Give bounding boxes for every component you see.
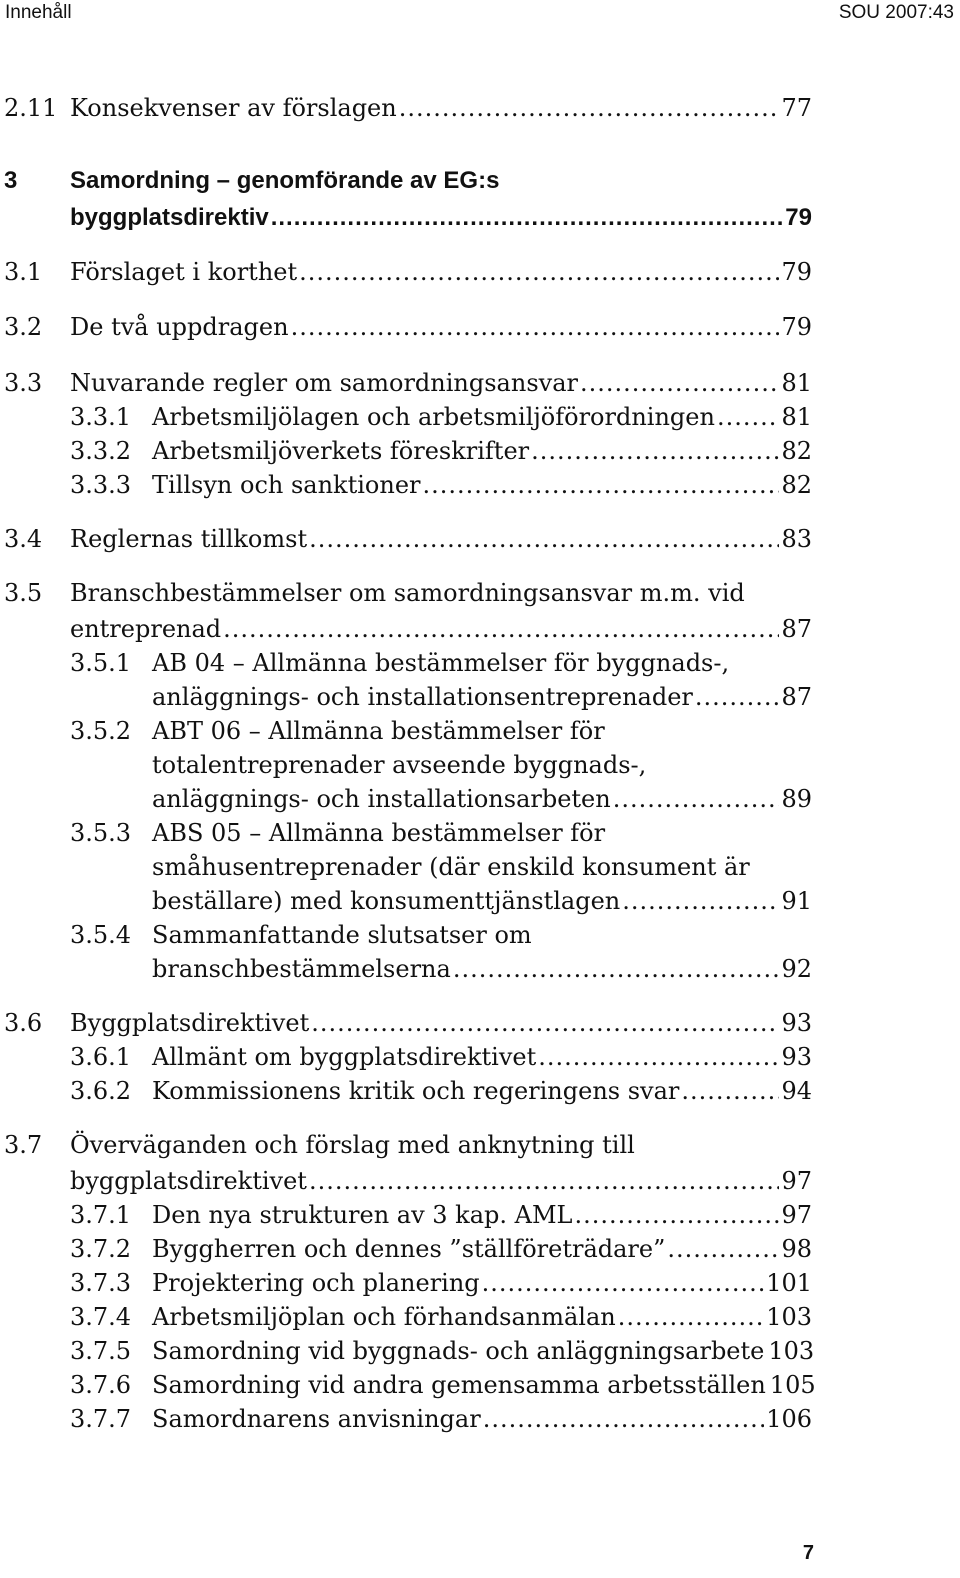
toc-entry-title: Allmänt om byggplatsdirektivet — [152, 1043, 537, 1071]
toc-entry-line — [152, 1266, 812, 1300]
toc-entry-page: 83 — [781, 525, 812, 553]
header-document-id: SOU 2007:43 — [838, 2, 954, 23]
toc-entry-line — [152, 1368, 816, 1402]
toc-entry-line — [70, 1006, 812, 1040]
toc-entry-number: 3.7.6 — [70, 1371, 132, 1399]
dot-leader — [695, 680, 780, 714]
dot-leader — [309, 522, 779, 556]
toc-entry-title-cont: byggplatsdirektivet — [70, 1167, 307, 1195]
toc-entry-title: Reglernas tillkomst — [70, 525, 308, 553]
toc-entry-number: 3.6.1 — [70, 1043, 132, 1071]
toc-entry-line — [152, 1402, 812, 1436]
toc-entry-title: Samordning – genomförande av EG:s — [70, 167, 500, 194]
toc-entry-title: Den nya strukturen av 3 kap. AML — [152, 1201, 573, 1229]
dot-leader — [613, 782, 780, 816]
toc-entry-page: 93 — [781, 1043, 812, 1071]
toc-entry-line — [70, 201, 812, 235]
toc-entry-number: 3.5 — [4, 579, 43, 607]
toc-entry-number: 3.3.2 — [70, 437, 132, 465]
toc-entry-title: Konsekvenser av förslagen — [70, 94, 397, 122]
toc-entry-page: 82 — [781, 437, 812, 465]
toc-entry-number: 3.7.5 — [70, 1337, 132, 1365]
toc-entry-title-cont: totalentreprenader avseende byggnads-, — [152, 751, 647, 779]
toc-entry-page: 103 — [768, 1337, 815, 1365]
toc-entry-title: Branschbestämmelser om samordningsansvar m.m. vid — [70, 579, 745, 607]
toc-entry-title: ABT 06 – Allmänna bestämmelser för — [152, 717, 605, 745]
toc-entry-line — [152, 434, 812, 468]
toc-entry-line — [70, 522, 812, 556]
toc-entry-line — [70, 164, 812, 198]
toc-entry-number: 3.1 — [4, 258, 43, 286]
toc-entry-title-cont: entreprenad — [70, 615, 222, 643]
toc-entry-title: ABS 05 – Allmänna bestämmelser för — [152, 819, 606, 847]
toc-entry-line — [70, 255, 812, 289]
dot-leader — [717, 400, 779, 434]
toc-entry-page: 91 — [781, 887, 812, 915]
toc-entry-number: 3.7.4 — [70, 1303, 132, 1331]
toc-entry-number: 3.4 — [4, 525, 43, 553]
toc-entry-number: 3.7 — [4, 1131, 43, 1159]
toc-entry-title-cont: anläggnings- och installationsarbeten — [152, 785, 611, 813]
dot-leader — [291, 310, 780, 344]
toc-entry-number: 3.5.1 — [70, 649, 132, 677]
dot-leader — [453, 952, 780, 986]
toc-entry-number: 3.3 — [4, 369, 43, 397]
toc-entry-line — [152, 680, 812, 714]
toc-entry-number: 3.7.2 — [70, 1235, 132, 1263]
toc-entry-line — [70, 366, 812, 400]
toc-entry-line — [152, 1232, 812, 1266]
toc-entry-page: 77 — [781, 94, 812, 122]
toc-entry-title: Samordning vid byggnads- och anläggningsarbete — [152, 1337, 765, 1365]
toc-entry-page: 81 — [781, 369, 812, 397]
toc-entry-line — [152, 850, 812, 884]
toc-entry-line — [70, 1128, 812, 1162]
toc-entry-title: Arbetsmiljöverkets föreskrifter — [152, 437, 530, 465]
toc-entry-line — [70, 612, 812, 646]
toc-entry-page: 97 — [781, 1167, 812, 1195]
dot-leader — [399, 91, 780, 125]
dot-leader — [580, 366, 779, 400]
toc-entry-page: 101 — [766, 1269, 812, 1297]
toc-entry-line — [152, 782, 812, 816]
toc-entry-title: Tillsyn och sanktioner — [152, 471, 421, 499]
toc-entry-page: 93 — [781, 1009, 812, 1037]
toc-entry-title: Arbetsmiljöplan och förhandsanmälan — [152, 1303, 616, 1331]
dot-leader — [538, 1040, 779, 1074]
toc-entry-number: 3.5.3 — [70, 819, 132, 847]
dot-leader — [423, 468, 780, 502]
toc-entry-title: AB 04 – Allmänna bestämmelser för byggnads-, — [152, 649, 730, 677]
dot-leader — [223, 612, 779, 646]
dot-leader — [483, 1402, 765, 1436]
toc-entry-page: 81 — [781, 403, 812, 431]
toc-entry-page: 87 — [781, 683, 812, 711]
dot-leader — [271, 201, 784, 235]
toc-entry-line — [152, 748, 812, 782]
dot-leader — [299, 255, 779, 289]
toc-entry-line — [70, 310, 812, 344]
dot-leader — [622, 884, 779, 918]
dot-leader — [575, 1198, 780, 1232]
dot-leader — [667, 1232, 779, 1266]
toc-entry-line — [70, 1164, 812, 1198]
toc-entry-number: 3 — [4, 167, 18, 194]
toc-entry-number: 3.6 — [4, 1009, 43, 1037]
toc-entry-line — [152, 714, 812, 748]
toc-entry-number: 3.5.4 — [70, 921, 132, 949]
toc-entry-title: Kommissionens kritik och regeringens svar — [152, 1077, 680, 1105]
toc-entry-line — [70, 576, 812, 610]
toc-entry-title: Förslaget i korthet — [70, 258, 298, 286]
toc-entry-title-cont: branschbestämmelserna — [152, 955, 451, 983]
toc-entry-number: 2.11 — [4, 94, 58, 122]
toc-entry-number: 3.3.1 — [70, 403, 132, 431]
toc-entry-title-cont: beställare) med konsumenttjänstlagen — [152, 887, 621, 915]
toc-entry-title-cont: småhusentreprenader (där enskild konsument är — [152, 853, 750, 881]
toc-entry-page: 94 — [781, 1077, 812, 1105]
toc-entry-number: 3.2 — [4, 313, 43, 341]
dot-leader — [309, 1164, 780, 1198]
page-number: 7 — [802, 1542, 814, 1564]
toc-entry-line — [152, 918, 812, 952]
toc-entry-title: Samordnarens anvisningar — [152, 1405, 481, 1433]
toc-entry-line — [152, 1198, 812, 1232]
toc-entry-page: 87 — [781, 615, 812, 643]
toc-entry-page: 89 — [781, 785, 812, 813]
toc-entry-number: 3.7.3 — [70, 1269, 132, 1297]
toc-entry-line — [152, 400, 812, 434]
dot-leader — [681, 1074, 779, 1108]
toc-entry-title: Byggherren och dennes ”ställföreträdare” — [152, 1235, 666, 1263]
toc-entry-page: 98 — [781, 1235, 812, 1263]
toc-entry-line — [152, 1300, 812, 1334]
toc-entry-line — [152, 884, 812, 918]
toc-entry-title: Samordning vid andra gemensamma arbetsställen — [152, 1371, 766, 1399]
dot-leader — [531, 434, 779, 468]
toc-entry-line — [152, 816, 812, 850]
toc-entry-title: De två uppdragen — [70, 313, 289, 341]
dot-leader — [311, 1006, 779, 1040]
toc-entry-title: Byggplatsdirektivet — [70, 1009, 310, 1037]
toc-entry-title: Nuvarande regler om samordningsansvar — [70, 369, 578, 397]
toc-entry-line — [152, 1040, 812, 1074]
toc-entry-number: 3.7.1 — [70, 1201, 132, 1229]
toc-entry-title-cont: anläggnings- och installationsentreprenader — [152, 683, 693, 711]
toc-entry-page: 79 — [785, 204, 812, 231]
dot-leader — [618, 1300, 764, 1334]
toc-entry-number: 3.5.2 — [70, 717, 132, 745]
dot-leader — [482, 1266, 765, 1300]
toc-entry-page: 97 — [781, 1201, 812, 1229]
toc-entry-page: 79 — [781, 258, 812, 286]
toc-entry-page: 103 — [766, 1303, 812, 1331]
toc-entry-number: 3.3.3 — [70, 471, 132, 499]
header-section-title: Innehåll — [5, 2, 72, 23]
toc-entry-title-cont: byggplatsdirektiv — [70, 204, 269, 231]
toc-entry-page: 82 — [781, 471, 812, 499]
toc-entry-number: 3.7.7 — [70, 1405, 132, 1433]
toc-entry-title: Överväganden och förslag med anknytning till — [70, 1131, 635, 1159]
toc-entry-line — [152, 1074, 812, 1108]
toc-entry-title: Sammanfattande slutsatser om — [152, 921, 532, 949]
toc-entry-page: 92 — [781, 955, 812, 983]
toc-entry-number: 3.6.2 — [70, 1077, 132, 1105]
toc-entry-line — [70, 91, 812, 125]
toc-entry-title: Projektering och planering — [152, 1269, 480, 1297]
toc-entry-line — [152, 646, 812, 680]
toc-entry-line — [152, 1334, 815, 1368]
toc-entry-line — [152, 952, 812, 986]
toc-entry-line — [152, 468, 812, 502]
toc-entry-page: 105 — [769, 1371, 816, 1399]
toc-entry-page: 106 — [766, 1405, 812, 1433]
toc-entry-title: Arbetsmiljölagen och arbetsmiljöförordningen — [152, 403, 715, 431]
toc-entry-page: 79 — [781, 313, 812, 341]
